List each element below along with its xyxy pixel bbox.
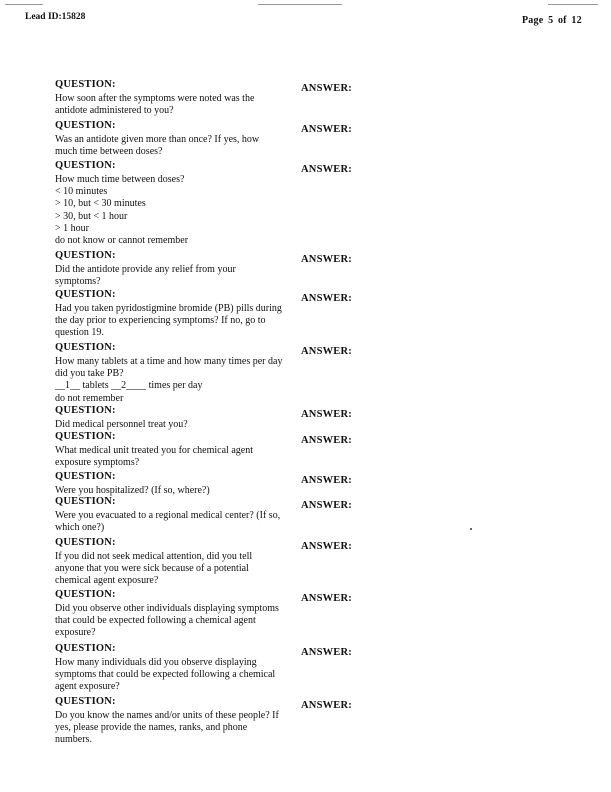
question-block (55, 405, 355, 431)
question-line: __1__ tablets __2____ times per day (55, 380, 203, 392)
question-line: If you did not seek medical attention, did you tell (55, 551, 253, 562)
question-label: QUESTION: (55, 643, 116, 654)
question-line: which one?) (55, 522, 105, 534)
question-label: QUESTION: (55, 250, 116, 261)
question-text (55, 551, 287, 588)
answer-label: ANSWER: (301, 83, 352, 94)
question-line: do not remember (55, 392, 124, 404)
answer-label: ANSWER: (301, 500, 352, 511)
question-text (55, 445, 287, 469)
question-block (55, 250, 355, 288)
answer-label: ANSWER: (301, 647, 352, 658)
top-rule-left (5, 4, 43, 5)
answer-label: ANSWER: (301, 700, 352, 711)
question-line: Do you know the names and/or units of these people? If (55, 710, 279, 721)
question-text (55, 510, 287, 534)
question-text (55, 603, 287, 640)
question-block (55, 537, 355, 588)
question-block (55, 696, 355, 747)
question-text (55, 419, 287, 431)
question-block (55, 160, 355, 247)
question-text (55, 356, 287, 405)
question-line: How much time between doses? (55, 174, 185, 185)
question-line: do not know or cannot remember (55, 235, 189, 247)
question-text (55, 657, 287, 694)
question-line: How many individuals did you observe displaying (55, 657, 257, 668)
answer-label: ANSWER: (301, 593, 352, 604)
question-block (55, 496, 355, 534)
question-line: How many tablets at a time and how many times per day (55, 356, 283, 367)
question-line: yes, please provide the names, ranks, and phone (55, 722, 248, 734)
question-line: anyone that you were sick because of a potential (55, 563, 249, 575)
question-line: that could be expected following a chemical agent (55, 615, 256, 627)
question-text (55, 93, 287, 117)
question-text (55, 134, 287, 158)
top-rule-center (258, 4, 342, 5)
question-label: QUESTION: (55, 471, 116, 482)
question-line: Had you taken pyridostigmine bromide (PB) pills during (55, 303, 282, 314)
page-word: Page (522, 15, 544, 26)
question-label: QUESTION: (55, 405, 116, 416)
question-line: Were you hospitalized? (If so, where?) (55, 485, 210, 496)
page-number: 5 (548, 15, 554, 26)
answer-label: ANSWER: (301, 541, 352, 552)
question-line: > 10, but < 30 minutes (55, 198, 146, 210)
question-block (55, 120, 355, 158)
question-block (55, 342, 355, 405)
question-line: < 10 minutes (55, 186, 108, 198)
question-block (55, 289, 355, 340)
answer-label: ANSWER: (301, 293, 352, 304)
question-line: numbers. (55, 734, 92, 746)
page-of: of (557, 15, 567, 26)
question-label: QUESTION: (55, 537, 116, 548)
question-label: QUESTION: (55, 289, 116, 300)
question-line: Was an antidote given more than once? If yes, how (55, 134, 260, 145)
question-text (55, 710, 287, 747)
question-line: question 19. (55, 327, 104, 339)
question-label: QUESTION: (55, 342, 116, 353)
question-label: QUESTION: (55, 496, 116, 507)
question-line: chemical agent exposure? (55, 575, 159, 587)
lead-id: Lead ID:15828 (25, 12, 86, 22)
question-line: How soon after the symptoms were noted was the (55, 93, 255, 104)
answer-label: ANSWER: (301, 164, 352, 175)
question-line: > 1 hour (55, 222, 89, 234)
question-line: the day prior to experiencing symptoms? If no, go to (55, 315, 266, 327)
question-block (55, 431, 355, 469)
page-indicator (522, 15, 584, 26)
question-label: QUESTION: (55, 431, 116, 442)
answer-label: ANSWER: (301, 409, 352, 420)
question-label: QUESTION: (55, 79, 116, 90)
question-line: much time between doses? (55, 146, 163, 158)
question-block (55, 79, 355, 117)
question-line: Did you observe other individuals displaying symptoms (55, 603, 279, 614)
answer-label: ANSWER: (301, 346, 352, 357)
question-line: What medical unit treated you for chemical agent (55, 445, 253, 456)
question-line: symptoms? (55, 276, 101, 288)
question-label: QUESTION: (55, 160, 116, 171)
answer-label: ANSWER: (301, 435, 352, 446)
question-text (55, 264, 287, 288)
question-line: Did medical personnel treat you? (55, 419, 188, 430)
question-line: Were you evacuated to a regional medical center? (If so, (55, 510, 281, 521)
question-line: agent exposure? (55, 681, 120, 693)
question-line: antidote administered to you? (55, 105, 174, 117)
question-block (55, 643, 355, 694)
question-line: Did the antidote provide any relief from your (55, 264, 236, 275)
answer-label: ANSWER: (301, 475, 352, 486)
question-line: did you take PB? (55, 368, 124, 380)
question-block (55, 589, 355, 640)
question-text (55, 174, 287, 247)
question-line: > 30, but < 1 hour (55, 210, 128, 222)
scan-speck (470, 528, 472, 530)
question-line: symptoms that could be expected following a chemical (55, 669, 276, 681)
question-label: QUESTION: (55, 120, 116, 131)
top-rule-right (548, 4, 598, 5)
question-line: exposure? (55, 627, 96, 639)
question-line: exposure symptoms? (55, 457, 140, 469)
answer-label: ANSWER: (301, 124, 352, 135)
question-block (55, 471, 355, 497)
question-text (55, 303, 287, 340)
page-total: 12 (571, 15, 582, 26)
question-label: QUESTION: (55, 696, 116, 707)
answer-label: ANSWER: (301, 254, 352, 265)
question-label: QUESTION: (55, 589, 116, 600)
